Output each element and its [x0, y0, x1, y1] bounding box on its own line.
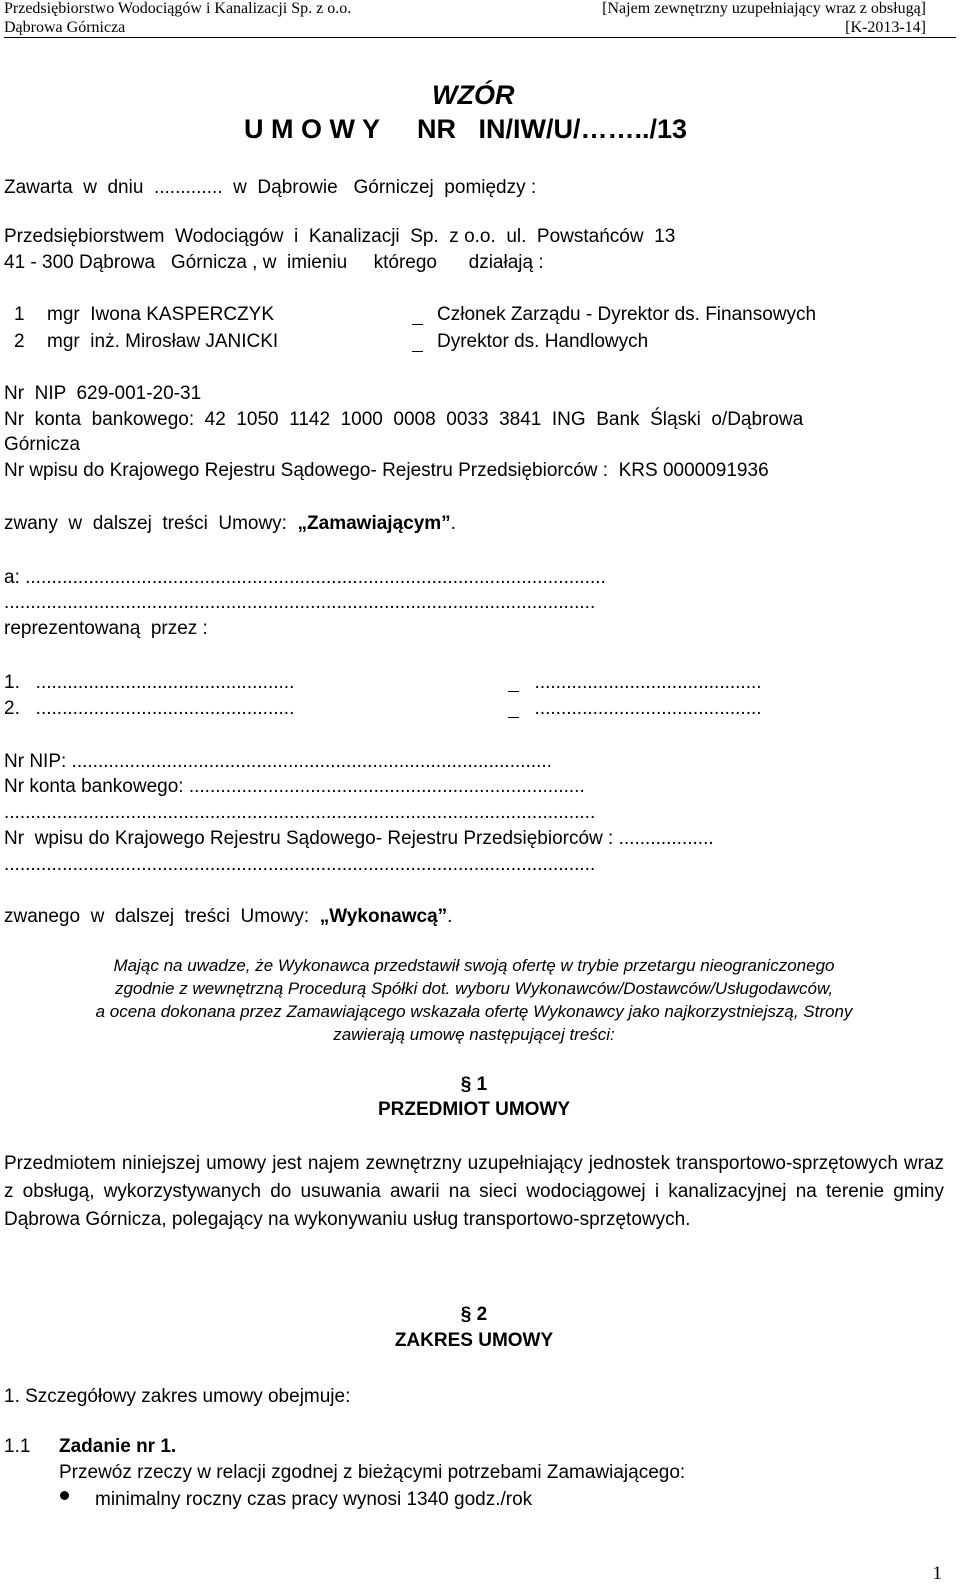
contractor-alias-prefix: zwanego w dalszej treści Umowy: — [4, 906, 320, 927]
scope-item-1: 1. Szczegółowy zakres umowy obejmuje: — [4, 1386, 351, 1407]
ordering-alias: „Zamawiającym” — [297, 513, 451, 534]
contractor-bank: Nr konta bankowego: ........................................................................... — [4, 776, 585, 797]
contractor-rep1-dash — [508, 682, 519, 700]
section2-title: ZAKRES UMOWY — [394, 1330, 554, 1351]
header-divider — [4, 37, 956, 38]
rep2-role: Dyrektor ds. Handlowych — [437, 331, 649, 352]
contractor-alias: „Wykonawcą” — [319, 906, 448, 927]
header-subject: [Najem zewnętrzny uzupełniający wraz z obsługą] — [602, 0, 926, 17]
section1-title: PRZEDMIOT UMOWY — [377, 1099, 571, 1120]
ordering-alias-end: . — [450, 513, 456, 534]
contractor-rep2-dash — [508, 708, 519, 726]
rep2-name: mgr inż. Mirosław JANICKI — [47, 331, 279, 352]
contractor-name-dots: ................................................................................................................ — [4, 592, 596, 613]
ordering-nip: Nr NIP 629-001-20-31 — [4, 383, 202, 404]
ordering-krs: Nr wpisu do Krajowego Rejestru Sądowego- Rejestru Przedsiębiorców : KRS 0000091936 — [4, 460, 769, 481]
ordering-bank-line2: Górnicza — [4, 434, 81, 455]
task-number: 1.1 — [4, 1436, 31, 1457]
rep1-dash — [412, 315, 423, 333]
contractor-krs: Nr wpisu do Krajowego Rejestru Sądowego- Rejestru Przedsiębiorców : .................. — [4, 828, 714, 849]
page-number: 1 — [932, 1563, 942, 1584]
preamble-line-2: zgodnie z wewnętrzną Procedurą Spółki dot. wyboru Wykonawców/Dostawców/Usługodawców, — [114, 979, 834, 998]
preamble-line-3: a ocena dokonana przez Zamawiającego wskazała ofertę Wykonawcy jako najkorzystniejszą, Strony — [95, 1002, 853, 1021]
rep2-number: 2 — [14, 331, 25, 352]
section2-symbol: § 2 — [460, 1304, 488, 1325]
contractor-rep1-role: ........................................... — [524, 672, 762, 693]
task-description: Przewóz rzeczy w relacji zgodnej z bieżącymi potrzebami Zamawiającego: — [59, 1462, 686, 1483]
task-bullet-text: minimalny roczny czas pracy wynosi 1340 godz./rok — [95, 1489, 533, 1510]
section1-symbol: § 1 — [460, 1074, 488, 1095]
ordering-alias-prefix: zwany w dalszej treści Umowy: — [4, 513, 298, 534]
contract-title: U M O W Y NR IN/IW/U/……../13 — [244, 114, 688, 144]
contractor-krs-dots: ................................................................................................................ — [4, 854, 596, 875]
rep2-dash — [412, 342, 423, 360]
ordering-alias-line — [4, 511, 456, 537]
contractor-alias-line — [4, 904, 452, 930]
draft-label: WZÓR — [432, 80, 515, 110]
header-company: Przedsiębiorstwo Wodociągów i Kanalizacji Sp. z o.o. — [4, 0, 352, 17]
preamble-line-4: zawierają umowę następującej treści: — [333, 1025, 615, 1044]
contractor-alias-end: . — [447, 906, 453, 927]
contractor-rep1-name: 1. ................................................. — [4, 672, 295, 693]
rep1-role: Członek Zarządu - Dyrektor ds. Finansowych — [437, 304, 817, 325]
contractor-nip: Nr NIP: ........................................................................................... — [4, 751, 552, 772]
contractor-name-line: a: .............................................................................................................. — [4, 567, 606, 588]
contractor-rep2-name: 2. ................................................. — [4, 698, 295, 719]
address-line: 41 - 300 Dąbrowa Górnicza , w imieniu którego działają : — [4, 252, 544, 273]
task-title: Zadanie nr 1. — [59, 1436, 177, 1457]
contractor-bank-dots: ................................................................................................................ — [4, 802, 596, 823]
ordering-bank-line1: Nr konta bankowego: 42 1050 1142 1000 0008 0033 3841 ING Bank Śląski o/Dąbrowa — [4, 409, 804, 430]
contractor-rep2-role: ........................................... — [524, 698, 762, 719]
contractor-represented-by: reprezentowaną przez : — [4, 618, 208, 639]
section1-text: Przedmiotem niniejszej umowy jest najem zewnętrzny uzupełniający jednostek transportowo-sprzętowych wraz z obsługą, wykorzystywanych do usuwania awarii na sieci wodociągowej i kanalizacyjnej na terenie gminy Dąbrowa Górnicza, polegający na wykonywaniu usług transportowo-sprzętowych. — [4, 1153, 944, 1230]
header-city: Dąbrowa Górnicza — [4, 19, 126, 36]
rep1-number: 1 — [14, 304, 25, 325]
header-code: [K-2013-14] — [845, 19, 926, 36]
contract-date-line: Zawarta w dniu ............. w Dąbrowie Górniczej pomiędzy : — [4, 177, 537, 198]
preamble-line-1: Mając na uwadze, że Wykonawca przedstawił swoją ofertę w trybie przetargu nieograniczonego — [113, 956, 835, 975]
company-line: Przedsiębiorstwem Wodociągów i Kanalizacji Sp. z o.o. ul. Powstańców 13 — [4, 226, 676, 247]
rep1-name: mgr Iwona KASPERCZYK — [47, 304, 275, 325]
bullet-icon — [60, 1486, 69, 1504]
